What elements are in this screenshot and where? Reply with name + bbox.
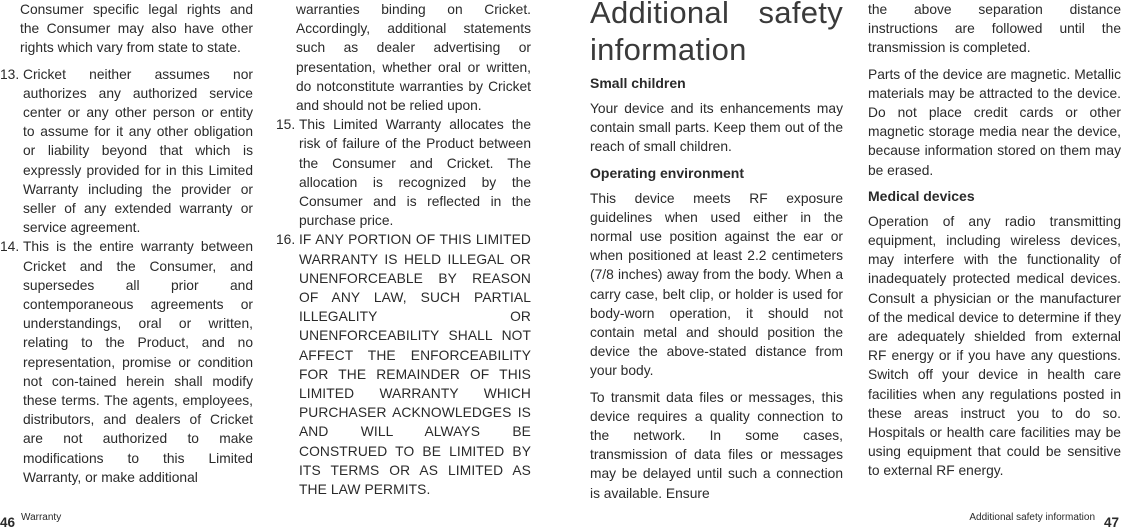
- heading-small-children: Small children: [590, 75, 686, 91]
- item-text: This is the entire warranty between Cricket and the Consumer, and supersedes all prior and contemporaneous agreements or understandings, oral or written, relating to the Product, and no representation, promise or condition not con-tained herein shall modify these terms. The agents, employees, distributors, and dealers of Cricket are not authorized to make modifications to this Limited Warranty, or make additional: [23, 239, 253, 485]
- continued-paragraph: the above separation distance instructions are followed until the transmission is completed.: [868, 2, 1121, 56]
- heading-operating-environment: Operating environment: [590, 164, 745, 181]
- page-number-right: 47: [1103, 515, 1119, 530]
- warranty-item-15: [276, 115, 531, 230]
- warranty-item-14: [0, 237, 253, 487]
- paragraph-rf-exposure: This device meets RF exposure guidelines when used either in the normal use position against the ear or when positioned at least 2.2 centimeters (7/8 inches) away from the body. When a carry case, belt clip, or holder is used for body-worn operation, it should not contain metal and should position the device the above-stated distance from your body.: [590, 190, 843, 379]
- safety-column-2: [868, 0, 1121, 481]
- item-number: 14.: [0, 239, 20, 255]
- paragraph-small-children: Your device and its enhancements may contain small parts. Keep them out of the reach of small children.: [590, 101, 843, 155]
- continued-paragraph: Consumer specific legal rights and the Consumer may also have other rights which vary from state to state.: [20, 2, 253, 56]
- footer-section-left: Warranty: [21, 512, 62, 523]
- item-text: This Limited Warranty allocates the risk of failure of the Product between the Consumer and Cricket. The allocation is recognized by the Consumer and is reflected in the purchase price.: [299, 117, 531, 229]
- item-number: 15.: [276, 117, 296, 133]
- item-number: 16.: [276, 232, 296, 248]
- page-title: Additional safety information: [590, 0, 843, 67]
- safety-column-1: [590, 0, 843, 503]
- page-number-left: 46: [0, 515, 16, 530]
- continued-paragraph: warranties binding on Cricket. Accordingly, additional statements such as dealer advertising or presentation, whether oral or written, do notconstitute warranties by Cricket and should not be relied upon.: [296, 2, 531, 114]
- heading-medical-devices: Medical devices: [868, 187, 975, 204]
- item-number: 13.: [0, 66, 20, 82]
- item-text: IF ANY PORTION OF THIS LIMITED WARRANTY IS HELD ILLEGAL OR UNENFORCEABLE BY REASON OF ANY LAW, SUCH PARTIAL ILLEGALITY OR UNENFORCEABILITY SHALL NOT AFFECT THE ENFORCEABILITY FOR THE REMAINDER OF THIS LIMITED WARRANTY WHICH PURCHASER ACKNOWLEDGES IS AND WILL ALWAYS BE CONSTRUED TO BE LIMITED BY ITS TERMS OR AS LIMITED AS THE LAW PERMITS.: [299, 232, 531, 498]
- paragraph-medical-devices: Operation of any radio transmitting equipment, including wireless devices, may interfere with the functionality of inadequately protected medical devices. Consult a physician or the manufacturer of the medical device to determine if they are adequately shielded from external RF energy or if you have any questions. Switch off your device in health care facilities when any regulations posted in these areas instruct you to do so. Hospitals or health care facilities may be using equipment that could be sensitive to external RF energy.: [868, 213, 1121, 479]
- warranty-item-13: [0, 65, 253, 238]
- paragraph-data-transmission: To transmit data files or messages, this device requires a quality connection to the network. In some cases, transmission of data files or messages may be delayed until such a connection is available. Ensure: [590, 389, 843, 501]
- warranty-column-1: [0, 0, 253, 487]
- footer-section-right: Additional safety information: [969, 512, 1095, 523]
- item-text: Cricket neither assumes nor authorizes any authorized service center or any other person or entity to assume for it any other obligation or liability beyond that which is expressly provided for in this Limited Warranty including the provider or seller of any extended warranty or service agreement.: [23, 66, 253, 236]
- warranty-column-2: [276, 0, 531, 499]
- paragraph-magnetic: Parts of the device are magnetic. Metallic materials may be attracted to the device. Do not place credit cards or other magnetic storage media near the device, because information stored on them may be erased.: [868, 66, 1121, 178]
- warranty-item-16: [276, 230, 531, 499]
